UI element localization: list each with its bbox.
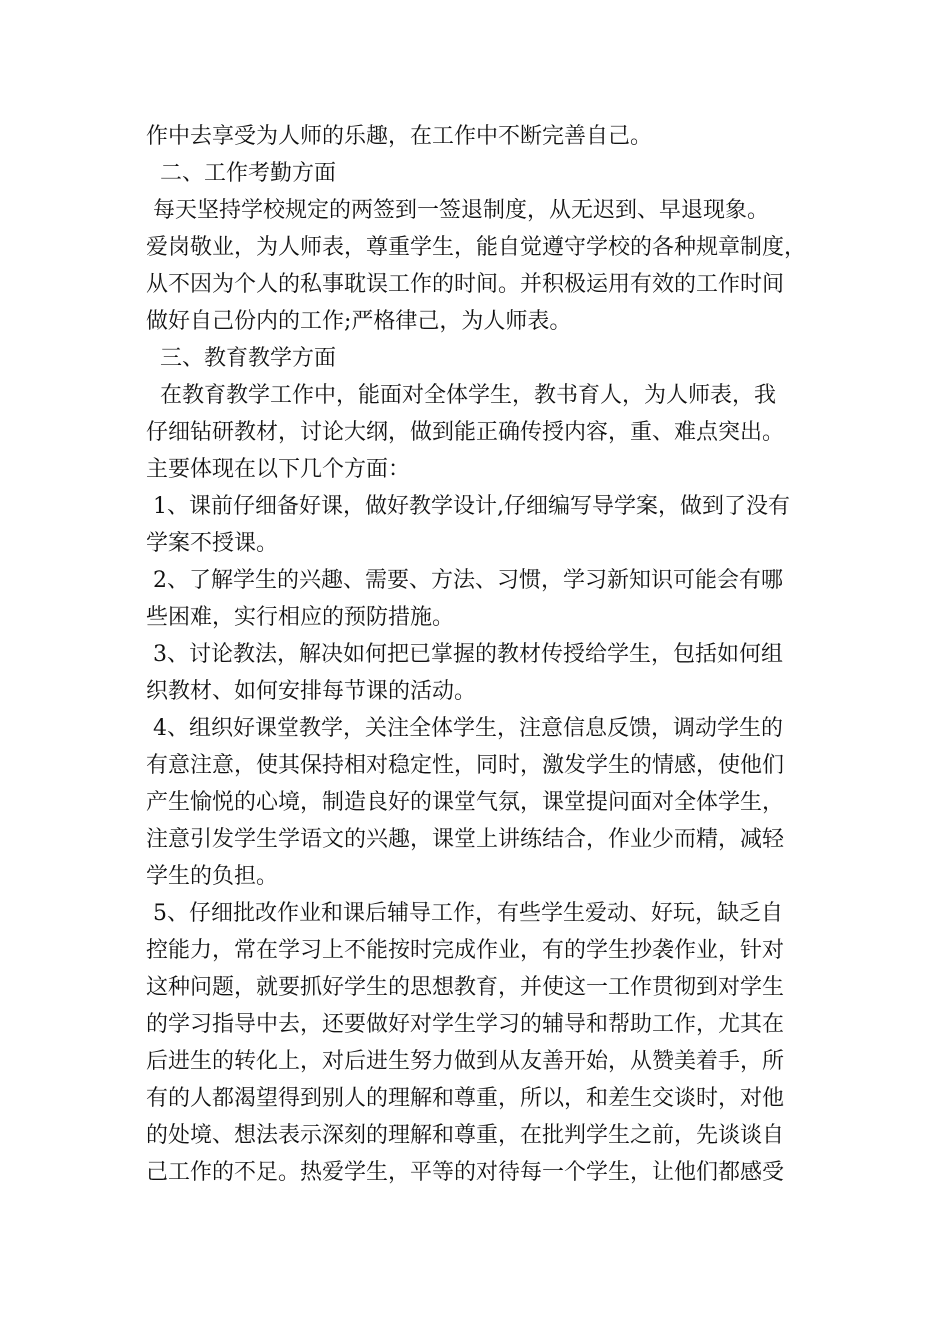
- list-item-line: 织教材、如何安排每节课的活动。: [146, 679, 477, 704]
- text-line: 在教育教学工作中，能面对全体学生，教书育人，为人师表，我: [146, 383, 776, 408]
- text-line: 从不因为个人的私事耽误工作的时间。并积极运用有效的工作时间: [146, 272, 785, 297]
- list-item-line: 有的人都渴望得到别人的理解和尊重，所以，和差生交谈时，对他: [146, 1086, 785, 1111]
- section-heading: 二、工作考勤方面: [146, 161, 336, 186]
- list-item-line: 3、讨论教法，解决如何把已掌握的教材传授给学生，包括如何组: [146, 642, 783, 667]
- list-item-line: 己工作的不足。热爱学生，平等的对待每一个学生，让他们都感受: [146, 1160, 785, 1185]
- section-heading: 三、教育教学方面: [146, 346, 336, 371]
- list-item-line: 后进生的转化上，对后进生努力做到从友善开始，从赞美着手，所: [146, 1049, 785, 1074]
- text-line: 每天坚持学校规定的两签到一签退制度，从无迟到、早退现象。: [146, 198, 769, 223]
- list-item-line: 学生的负担。: [146, 864, 279, 889]
- text-line: 主要体现在以下几个方面：: [146, 457, 411, 482]
- text-line: 仔细钻研教材，讨论大纲，做到能正确传授内容，重、难点突出。: [146, 420, 785, 445]
- list-item-line: 5、仔细批改作业和课后辅导工作，有些学生爱动、好玩，缺乏自: [146, 901, 783, 926]
- list-item-line: 产生愉悦的心境，制造良好的课堂气氛，课堂提问面对全体学生，: [146, 790, 785, 815]
- list-item-line: 学案不授课。: [146, 531, 279, 556]
- list-item-line: 些困难，实行相应的预防措施。: [146, 605, 455, 630]
- list-item-line: 4、组织好课堂教学，关注全体学生，注意信息反馈，调动学生的: [146, 716, 783, 741]
- list-item-line: 这种问题，就要抓好学生的思想教育，并使这一工作贯彻到对学生: [146, 975, 785, 1000]
- list-item-line: 1、课前仔细备好课，做好教学设计,仔细编写导学案，做到了没有: [146, 494, 790, 519]
- list-item-line: 的处境、想法表示深刻的理解和尊重，在批判学生之前，先谈谈自: [146, 1123, 785, 1148]
- text-line: 作中去享受为人师的乐趣，在工作中不断完善自己。: [146, 124, 653, 149]
- list-item-line: 2、了解学生的兴趣、需要、方法、习惯，学习新知识可能会有哪: [146, 568, 783, 593]
- list-item-line: 有意注意，使其保持相对稳定性，同时，激发学生的情感，使他们: [146, 753, 785, 778]
- list-item-line: 控能力，常在学习上不能按时完成作业，有的学生抄袭作业，针对: [146, 938, 785, 963]
- list-item-line: 的学习指导中去，还要做好对学生学习的辅导和帮助工作，尤其在: [146, 1012, 785, 1037]
- text-line: 爱岗敬业，为人师表，尊重学生，能自觉遵守学校的各种规章制度，: [146, 235, 807, 260]
- text-line: 做好自己份内的工作;严格律己，为人师表。: [146, 309, 572, 334]
- list-item-line: 注意引发学生学语文的兴趣，课堂上讲练结合，作业少而精，减轻: [146, 827, 785, 852]
